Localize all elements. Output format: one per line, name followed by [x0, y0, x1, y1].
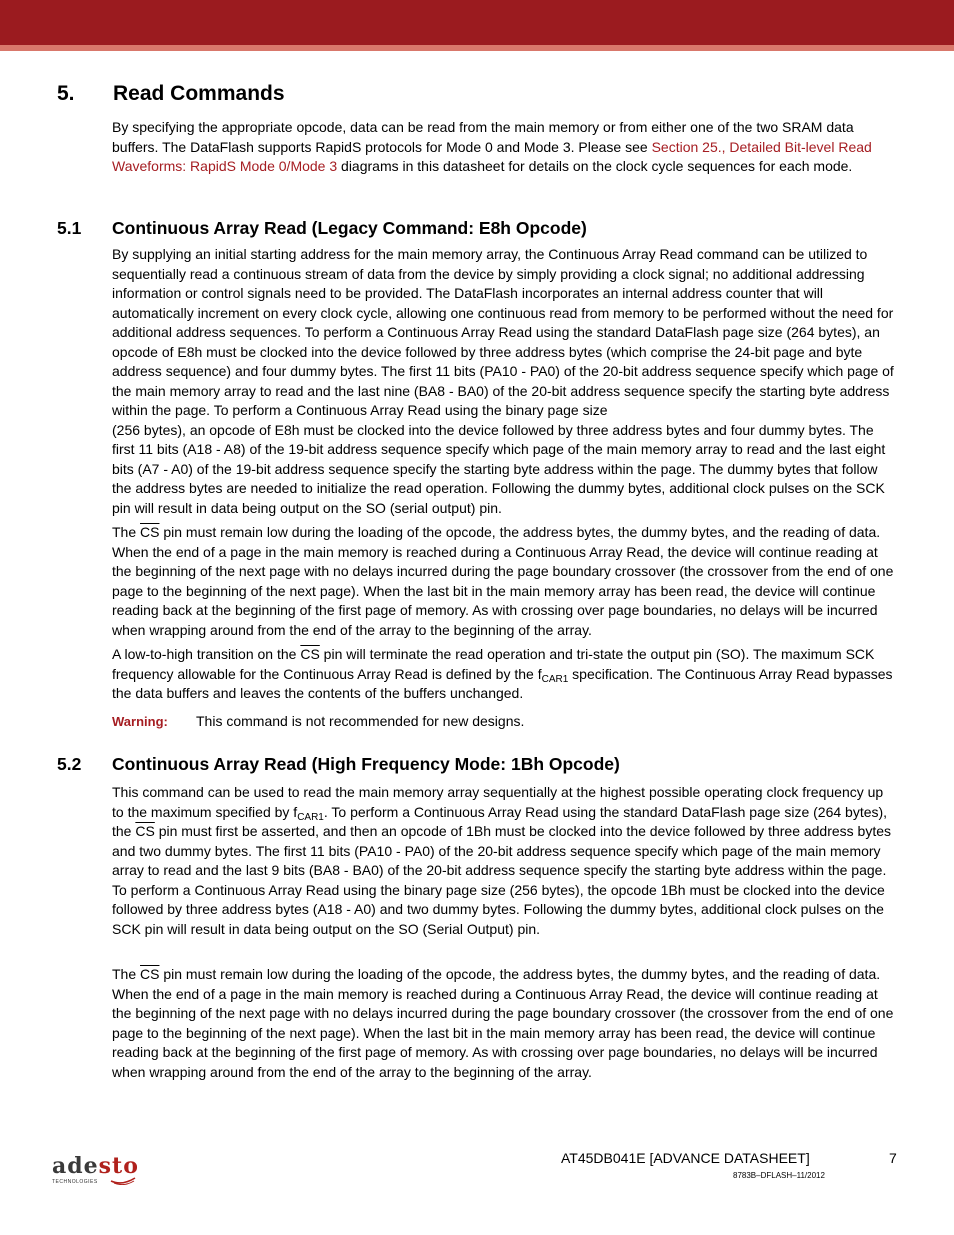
paragraph-text: (256 bytes), an opcode of E8h must be clocked into the device followed by three address bytes and four dummy bytes. The first 11 bits (A18 - A8) of the 19-bit address sequence specify which page of the main memory array to read and the last eight bits (A7 - A0) of the 19-bit address sequence specify the starting byte address within the page. The dummy bytes that follow the address bytes are needed to initialize the read operation. Following the dummy bytes, additional clock pulses on the SCK pin will result in data being output on the SO (serial output) pin. — [112, 421, 886, 516]
header-accent-line — [0, 45, 954, 51]
paragraph-text: The — [112, 524, 141, 540]
logo-subtitle: TECHNOLOGIES — [52, 1179, 98, 1185]
section-title: Continuous Array Read (High Frequency Mode: 1Bh Opcode) — [112, 754, 620, 774]
header-bar — [0, 0, 954, 45]
section-5-2-heading — [57, 754, 620, 775]
page-number: 7 — [889, 1150, 897, 1166]
section-title: Read Commands — [113, 82, 285, 105]
section-5-heading — [57, 82, 285, 106]
intro-text-end: diagrams in this datasheet for details on the clock cycle sequences for each mode. — [337, 158, 853, 174]
paragraph-text: The — [112, 966, 141, 982]
section-5-1-heading — [57, 218, 587, 239]
fcar1-subscript: CAR1 — [541, 673, 569, 685]
cs-signal: $\overline{CS}$ — [135, 823, 155, 839]
paragraph-text: . To perform a Continuous Array Read using the standard DataFlash page size (264 bytes), the — [112, 803, 888, 839]
paragraph-text: This command can be used to read the main memory array sequentially at the highest possible operating clock frequency up to the maximum specified by f — [112, 784, 884, 820]
section-5-2-paragraph-2 — [112, 965, 898, 1082]
logo-swoosh-icon — [110, 1175, 136, 1185]
paragraph-text: pin will terminate the read operation and tri-state the output pin (SO). The maximum SCK frequency allowable for the Continuous Array Read is defined by the f — [112, 646, 875, 682]
warning-note — [112, 712, 524, 732]
warning-text: This command is not recommended for new designs. — [196, 713, 525, 729]
section-number: 5.2 — [57, 754, 82, 774]
cs-signal: $\overline{CS}$ — [300, 646, 320, 662]
section-5-1-paragraph-3 — [112, 645, 898, 704]
paragraph-text: A low-to-high transition on the — [112, 646, 301, 662]
logo-text-red: sto — [98, 1153, 139, 1179]
section-5-1-paragraph-2 — [112, 523, 898, 640]
paragraph-text: By supplying an initial starting address for the main memory array, the Continuous Array Read command can be utilized to sequentially read a continuous stream of data from the device by simply providing a clock signal; no additional addressing information or control signals need to be provided. The DataFlash incorporates an internal address counter that will automatically increment on every clock cycle, allowing one continuous read from memory to be performed without the need for additional address sequences. To perform a Continuous Array Read using the standard DataFlash page size (264 bytes), an opcode of E8h must be clocked into the device followed by three address bytes (which comprise the 24-bit page and byte address sequence) and four dummy bytes. The first 11 bits (PA10 - PA0) of the 20-bit address sequence specify which page of the main memory array to read and the last nine (BA8 - BA0) of the 20-bit address sequence specify the starting byte address within the page. To perform a Continuous Array Read using the binary page size — [112, 246, 894, 418]
cs-signal: $\overline{CS}$ — [140, 524, 160, 540]
paragraph-text: specification. The Continuous Array Read bypasses the data buffers and leaves the contents of the buffers unchanged. — [112, 665, 893, 701]
paragraph-text: pin must remain low during the loading of the opcode, the address bytes, the dummy bytes, and the reading of data. When the end of a page in the main memory is reached during a Continuous Array Read, the device will continue reading at the beginning of the next page with no delays incurred during the page boundary crossover (the crossover from the end of one page to the beginning of the next page). When the last bit in the main memory array has been read, the device will continue reading back at the beginning of the first page of memory. As with crossing over page boundaries, no delays will be incurred when wrapping around from the end of the array to the beginning of the array. — [112, 524, 894, 638]
section-number: 5. — [57, 82, 75, 105]
section-25-link[interactable]: Section 25., Detailed Bit-level Read Waveforms: RapidS Mode 0/Mode 3 — [112, 138, 872, 174]
section-5-2-paragraph-1 — [112, 783, 898, 939]
section-5-1-paragraph-1 — [112, 245, 898, 518]
cs-signal: $\overline{CS}$ — [140, 966, 160, 982]
warning-label: Warning: — [112, 714, 168, 729]
adesto-logo — [52, 1153, 139, 1189]
footer-document-title: AT45DB041E [ADVANCE DATASHEET] — [561, 1150, 810, 1166]
footer-document-code: 8783B–DFLASH–11/2012 — [733, 1171, 825, 1180]
logo-wordmark — [52, 1153, 139, 1179]
section-5-intro — [112, 118, 898, 177]
intro-text: By specifying the appropriate opcode, data can be read from the main memory or from either one of the two SRAM data buffers. The DataFlash supports RapidS protocols for Mode 0 and Mode 3. Please see — [112, 119, 854, 155]
paragraph-text: pin must remain low during the loading of the opcode, the address bytes, the dummy bytes, and the reading of data. When the end of a page in the main memory is reached during a Continuous Array Read, the device will continue reading at the beginning of the next page with no delays incurred during the page boundary crossover (the crossover from the end of one page to the beginning of the next page). When the last bit in the main memory array has been read, the device will continue reading back at the beginning of the first page of memory. As with crossing over page boundaries, no delays will be incurred when wrapping around from the end of the array to the beginning of the array. — [112, 966, 894, 1080]
paragraph-text: pin must first be asserted, and then an opcode of 1Bh must be clocked into the device followed by three address bytes and two dummy bytes. The first 11 bits (PA10 - PA0) of the 20-bit address sequence specify which page of the main memory array to read and the last 9 bits (BA8 - BA0) of the 20-bit address sequence specify the starting byte address within the page. To perform a Continuous Array Read using the binary page size (256 bytes), the opcode 1Bh must be clocked into the device followed by three address bytes (A18 - A0) and two dummy bytes. Following the dummy bytes, additional clock pulses on the SCK pin will result in data being output on the SO (Serial Output) pin. — [112, 823, 892, 937]
section-number: 5.1 — [57, 218, 82, 238]
fcar1-subscript: CAR1 — [297, 811, 324, 823]
logo-text-dark: ade — [52, 1153, 99, 1179]
section-title: Continuous Array Read (Legacy Command: E8h Opcode) — [112, 218, 587, 238]
